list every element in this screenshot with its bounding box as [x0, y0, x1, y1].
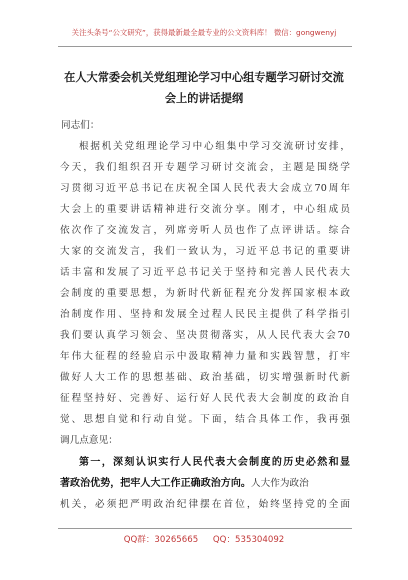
header-divider: [58, 46, 352, 47]
section-1-line-2: [60, 478, 350, 490]
salutation: 同志们：: [61, 120, 100, 131]
section-1-line-3: 机关，必须把严明政治纪律摆在首位，始终坚持党的全面: [60, 499, 350, 510]
body-line: 会制度的重要思想，为新时代新征程充分发挥国家根本政: [60, 288, 350, 299]
body-line: 依次作了交流发言，列席旁听人员也作了点评讲话。综合: [60, 225, 350, 236]
footer-contact: [0, 533, 408, 545]
body-line: 根据机关党组理论学习中心组集中学习交流研讨安排，: [79, 141, 350, 152]
body-line: 做好人大工作的思想基础、政治基础，切实增强新时代新: [60, 372, 350, 383]
body-line: 大家的交流发言，我们一致认为，习近平总书记的重要讲: [60, 246, 350, 257]
body-line: 我们要认真学习领会、坚决贯彻落实，从人民代表大会70: [60, 330, 350, 341]
body-line: 大会上的重要讲话精神进行交流分享。刚才，中心组成员: [60, 204, 350, 215]
footer-qq-number: QQ：535304092: [212, 535, 285, 545]
body-line: 年伟大征程的经验启示中汲取精神力量和实践智慧，打牢: [60, 351, 350, 362]
footer-qq-group: QQ群：30265665: [123, 535, 199, 545]
section-1-heading-line-2: 著政治优势，把牢人大工作正确政治方向。: [60, 478, 251, 489]
body-line: 治制度作用、坚持和发展全过程人民民主提供了科学指引: [60, 309, 350, 320]
body-line: 征程坚持好、完善好、运行好人民代表大会制度的政治自: [60, 393, 350, 404]
footer-divider: [58, 528, 352, 529]
body-line: 话丰富和发展了习近平总书记关于坚持和完善人民代表大: [60, 267, 350, 278]
body-line: 觉、思想自觉和行动自觉。下面，结合具体工作，我再强: [60, 414, 350, 425]
section-1-line-2-text: 人大作为政治: [250, 478, 309, 489]
header-promo-note: 关注头条号“公文研究”，获得最新最全最专业的公文资料库！ 微信：gongwenyj: [71, 28, 337, 37]
document-title-line-2: 会上的讲话提纲: [164, 91, 244, 105]
section-1-heading-line-1: 第一，深刻认识实行人民代表大会制度的历史必然和显: [79, 457, 350, 468]
body-line: 调几点意见：: [60, 435, 118, 446]
document-title-line-1: 在人大常委会机关党组理论学习中心组专题学习研讨交流: [64, 70, 344, 84]
body-line: 习贯彻习近平总书记在庆祝全国人民代表大会成立70周年: [60, 183, 350, 194]
body-line: 今天，我们组织召开专题学习研讨交流会，主题是围绕学: [60, 162, 350, 173]
